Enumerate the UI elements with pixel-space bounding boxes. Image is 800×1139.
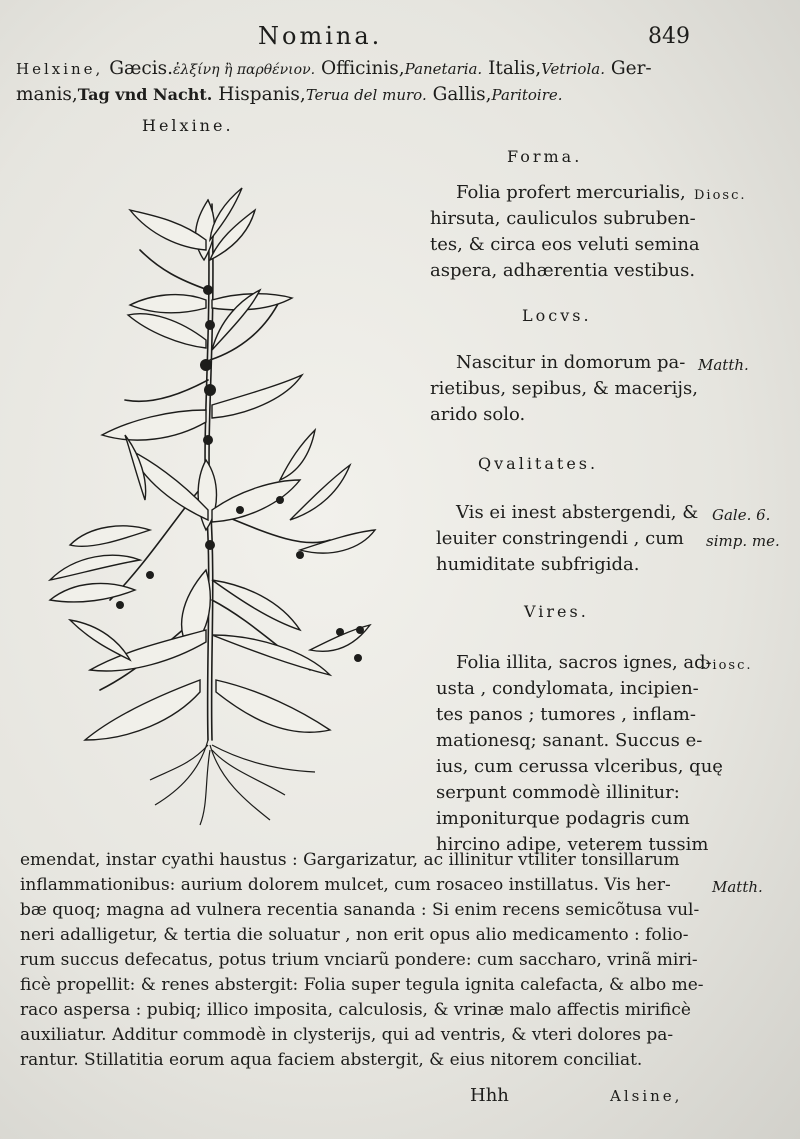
continuation-line: rantur. Stillatitia eorum aqua faciem abstergit, & eius nitorem conciliat. xyxy=(20,1050,643,1070)
names-graecis: Gæcis. xyxy=(109,58,174,79)
names-officinis: Officinis, xyxy=(320,58,405,79)
names-helxine: Helxine, xyxy=(16,60,104,78)
names-line-2 xyxy=(16,84,563,105)
helxine-plant-illustration xyxy=(30,180,420,830)
continuation-line: inflammationibus: aurium dolorem mulcet, cum rosaceo instillatus. Vis her- xyxy=(20,875,671,895)
vires-line: tes panos ; tumores , inflam- xyxy=(436,704,696,725)
names-vetriola: Vetriola. xyxy=(541,60,605,78)
locus-line: Nascitur in domorum pa- xyxy=(456,352,686,373)
plant-roots xyxy=(150,740,315,825)
forma-margin-note: Diosc. xyxy=(694,188,747,203)
continuation-line: rum succus defecatus, potus trium vnciarũ pondere: cum saccharo, vrinã miri- xyxy=(20,950,698,970)
qualitates-margin-note: Gale. 6. xyxy=(712,506,771,524)
continuation-margin-note: Matth. xyxy=(712,878,763,896)
names-paritoire: Paritoire. xyxy=(491,86,563,104)
continuation-line: raco aspersa : pubiq; illico imposita, calculosis, & vrinæ malo affectis mirificè xyxy=(20,1000,691,1020)
names-panetaria: Panetaria. xyxy=(404,60,483,78)
catchword: Alsine, xyxy=(610,1087,683,1105)
vires-line: hircino adipe, veterem tussim xyxy=(436,834,709,855)
continuation-line: bæ quoq; magna ad vulnera recentia sananda : Si enim recens semicõtusa vul- xyxy=(20,900,700,920)
vires-line: imponiturque podagris cum xyxy=(436,808,690,829)
names-line-1 xyxy=(16,58,652,79)
running-head-title: Nomina. xyxy=(258,22,383,50)
vires-line: usta , condylomata, incipien- xyxy=(436,678,699,699)
page-number: 849 xyxy=(648,24,690,49)
vires-line: ius, cum cerussa vlceribus, quę xyxy=(436,756,723,777)
locus-line: rietibus, sepibus, & macerijs, xyxy=(430,378,698,399)
signature-mark: Hhh xyxy=(470,1085,509,1106)
vires-heading: Vires. xyxy=(524,602,589,621)
forma-line: tes, & circa eos veluti semina xyxy=(430,234,700,255)
names-italis: Italis, xyxy=(488,58,542,79)
locus-heading: Locvs. xyxy=(522,306,592,325)
qualitates-heading: Qvalitates. xyxy=(478,454,599,473)
forma-heading: Forma. xyxy=(507,147,583,166)
forma-line: hirsuta, cauliculos subruben- xyxy=(430,208,696,229)
names-gallis: Gallis, xyxy=(432,84,492,105)
figure-caption: Helxine. xyxy=(142,116,234,135)
names-terua: Terua del muro. xyxy=(305,86,427,104)
qualitates-line: Vis ei inest abstergendi, & xyxy=(456,502,699,523)
names-german: Tag vnd Nacht. xyxy=(77,85,213,104)
continuation-line: ficè propellit: & renes abstergit: Folia super tegula ignita calefacta, & albo me- xyxy=(20,975,704,995)
qualitates-line: leuiter constringendi , cum xyxy=(436,528,684,549)
names-greek: ἐλξίνη ἢ παρθένιον. xyxy=(173,62,316,78)
vires-margin-note: Diosc. xyxy=(700,658,753,673)
vires-line: serpunt commodè illinitur: xyxy=(436,782,680,803)
vires-line: mationesq; sanant. Succus e- xyxy=(436,730,703,751)
qualitates-margin-note: simp. me. xyxy=(706,532,780,550)
names-ger: Ger- xyxy=(610,58,652,79)
qualitates-line: humiditate subfrigida. xyxy=(436,554,640,575)
vires-line: Folia illita, sacros ignes, ad- xyxy=(456,652,712,673)
forma-line: aspera, adhærentia vestibus. xyxy=(430,260,696,281)
continuation-line: auxiliatur. Additur commodè in clysterijs, qui ad ventris, & vteri dolores pa- xyxy=(20,1025,674,1045)
locus-line: arido solo. xyxy=(430,404,526,425)
continuation-line: emendat, instar cyathi haustus : Gargarizatur, ac illinitur vtiliter tonsillarum xyxy=(20,850,680,870)
names-manis: manis, xyxy=(16,84,78,105)
forma-line: Folia profert mercurialis, xyxy=(456,182,686,203)
locus-margin-note: Matth. xyxy=(698,356,749,374)
names-hispanis: Hispanis, xyxy=(218,84,306,105)
continuation-line: neri adalligetur, & tertia die soluatur , non erit opus alio medicamento : folio- xyxy=(20,925,689,945)
